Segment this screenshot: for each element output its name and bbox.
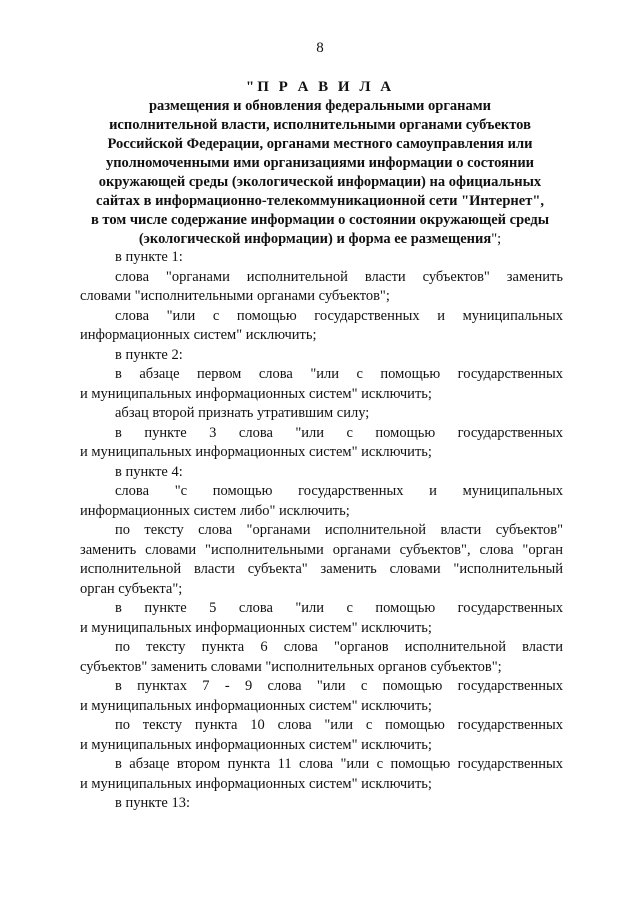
paragraph-line: орган субъекта";: [80, 580, 183, 597]
paragraph: [80, 365, 563, 404]
paragraph-line: словами "исполнительными органами субъектов";: [80, 288, 390, 304]
paragraph-line: и муниципальных информационных систем" исключить;: [80, 736, 432, 753]
paragraph-line: информационных систем" исключить;: [80, 327, 317, 343]
subtitle-line: сайтах в информационно-телекоммуникационной сети "Интернет",: [95, 193, 544, 209]
paragraph-line: в пунктах 7 - 9 слова "или с помощью государственных: [115, 678, 563, 694]
paragraph: [80, 346, 563, 366]
paragraph-line: в пункте 5 слова "или с помощью государственных: [115, 600, 563, 616]
page-number: 8: [316, 40, 324, 56]
paragraph-line: и муниципальных информационных систем" исключить;: [80, 775, 432, 792]
paragraph: [80, 268, 563, 307]
paragraph-line: и муниципальных информационных систем" исключить;: [80, 619, 432, 636]
paragraph-line: в пункте 1:: [115, 249, 183, 265]
paragraph-line: в абзаце первом слова "или с помощью государственных: [115, 366, 563, 382]
paragraph: [80, 794, 563, 814]
document-body: [80, 248, 563, 814]
paragraph-line: в пункте 3 слова "или с помощью государственных: [115, 424, 563, 441]
subtitle-line: исполнительной власти, исполнительными органами субъектов: [109, 117, 531, 133]
paragraph-line: слова "с помощью государственных и муниципальных: [115, 483, 563, 499]
paragraph-line: и муниципальных информационных систем" исключить;: [80, 444, 432, 460]
paragraph-line: по тексту слова "органами исполнительной власти субъектов": [115, 522, 563, 538]
document-title: "П Р А В И Л А: [245, 79, 395, 95]
paragraph: [80, 599, 563, 638]
paragraph: [80, 248, 563, 268]
paragraph: [80, 307, 563, 346]
paragraph: [80, 755, 563, 794]
subtitle-line: в том числе содержание информации о состоянии окружающей среды: [90, 212, 550, 228]
paragraph-line: и муниципальных информационных систем" исключить;: [80, 697, 432, 714]
paragraph-line: по тексту пункта 6 слова "органов исполнительной власти: [115, 639, 563, 655]
paragraph-line: абзац второй признать утратившим силу;: [115, 405, 370, 421]
paragraph-line: информационных систем либо" исключить;: [80, 502, 350, 519]
paragraph-line: в пункте 4:: [115, 463, 183, 480]
paragraph-line: в пункте 13:: [115, 795, 191, 811]
paragraph-line: слова "или с помощью государственных и муниципальных: [115, 307, 563, 324]
subtitle-line: окружающей среды (экологической информации) на официальных: [98, 174, 542, 190]
paragraph-line: в пункте 2:: [115, 346, 183, 363]
subtitle-line: размещения и обновления федеральными органами: [148, 98, 492, 114]
subtitle-line: Российской Федерации, органами местного самоуправления или: [107, 136, 533, 152]
paragraph-line: и муниципальных информационных систем" исключить;: [80, 385, 432, 402]
subtitle-line: (экологической информации) и форма ее размещения";: [138, 231, 502, 247]
paragraph-line: слова "органами исполнительной власти субъектов" заменить: [115, 268, 563, 285]
paragraph-line: исполнительной власти субъекта" заменить словами "исполнительный: [80, 561, 563, 577]
paragraph: [80, 404, 563, 424]
document-subtitle: [60, 97, 580, 249]
paragraph: [80, 424, 563, 463]
subtitle-closing-quote: ";: [491, 231, 502, 247]
paragraph-line: заменить словами "исполнительными органами субъектов", слова "орган: [80, 541, 563, 558]
paragraph: [80, 482, 563, 521]
paragraph-line: по тексту пункта 10 слова "или с помощью государственных: [115, 717, 563, 733]
paragraph: [80, 638, 563, 677]
paragraph-line: в абзаце втором пункта 11 слова "или с помощью государственных: [115, 756, 563, 772]
paragraph-line: субъектов" заменить словами "исполнительных органов субъектов";: [80, 658, 502, 675]
paragraph: [80, 677, 563, 716]
paragraph: [80, 521, 563, 599]
subtitle-line: уполномоченными ими организациями информации о состоянии: [105, 155, 535, 171]
paragraph: [80, 716, 563, 755]
paragraph: [80, 463, 563, 483]
